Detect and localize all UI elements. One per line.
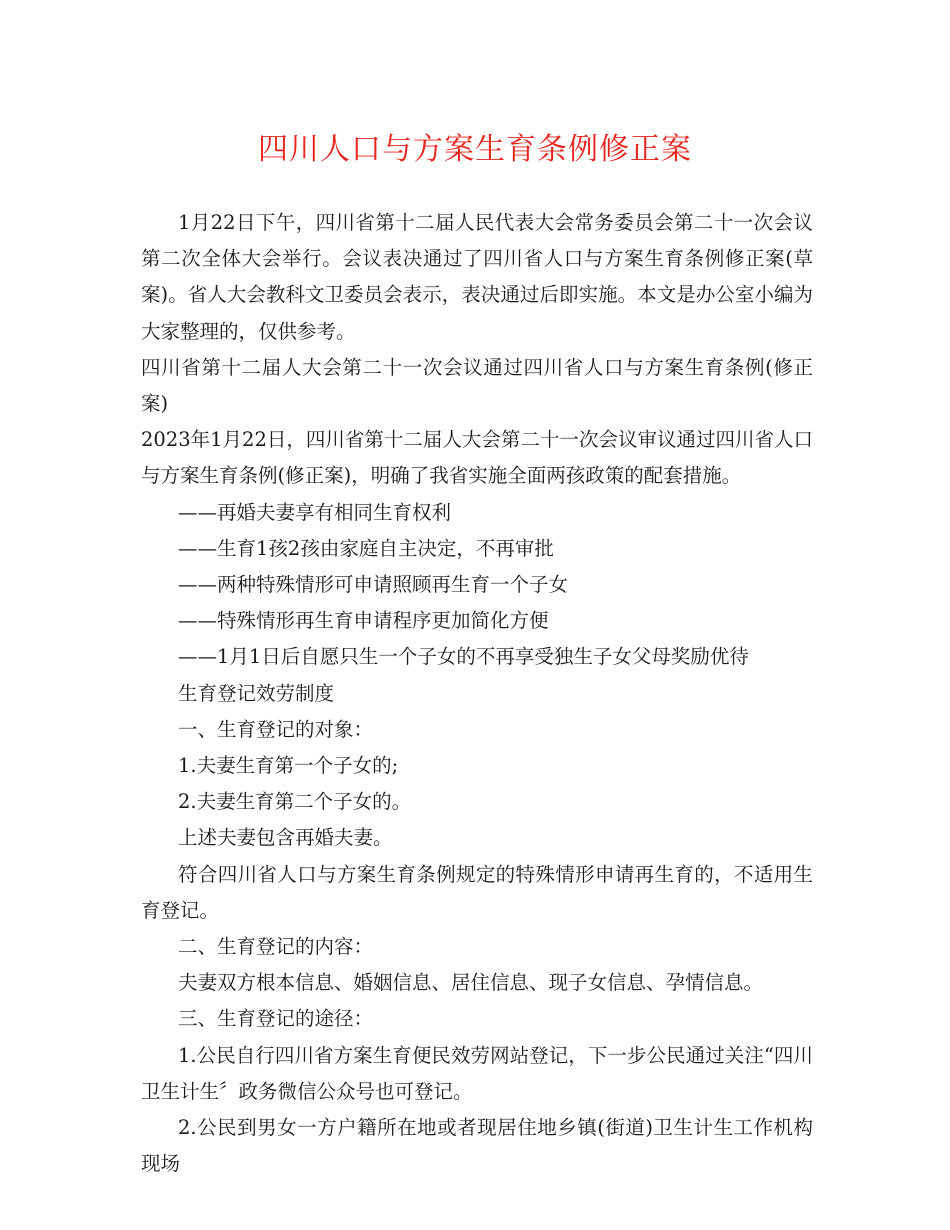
paragraph-intro: 1月22日下午，四川省第十二届人民代表大会常务委员会第二十一次会议第二次全体大会举行。会议表决通过了四川省人口与方案生育条例修正案(草案)。省人大会教科文卫委员会表示，表决通过后即实施。本文是办公室小编为大家整理的，仅供参考。 bbox=[141, 211, 813, 343]
paragraph-note-remarried: 上述夫妻包含再婚夫妻。 bbox=[178, 826, 393, 850]
bullet-special-cases: ——两种特殊情形可申请照顾再生育一个子女 bbox=[178, 573, 569, 597]
section-heading-objects: 一、生育登记的对象： bbox=[178, 717, 374, 741]
list-item: 1.公民自行四川省方案生育便民效劳网站登记，下一步公民通过关注“四川卫生计生〞政务微信公众号也可登记。 bbox=[141, 1043, 813, 1103]
paragraph-meeting-summary: 2023年1月22日，四川省第十二届人大会第二十一次会议审议通过四川省人口与方案生育条例(修正案)，明确了我省实施全面两孩政策的配套措施。 bbox=[141, 428, 813, 488]
section-heading-registration: 生育登记效劳制度 bbox=[178, 681, 335, 705]
bullet-remarried-rights: ——再婚夫妻享有相同生育权利 bbox=[178, 500, 452, 524]
paragraph-note-exclusion: 符合四川省人口与方案生育条例规定的特殊情形申请再生育的，不适用生育登记。 bbox=[141, 862, 813, 922]
list-item: 1.夫妻生育第一个子女的; bbox=[178, 754, 399, 778]
document-title: 四川人口与方案生育条例修正案 bbox=[258, 132, 692, 167]
bullet-simplified-procedure: ——特殊情形再生育申请程序更加简化方便 bbox=[178, 609, 549, 633]
list-item: 2.公民到男女一方户籍所在地或者现居住地乡镇(街道)卫生计生工作机构现场 bbox=[141, 1116, 813, 1176]
section-heading-channels: 三、生育登记的途径： bbox=[178, 1007, 374, 1031]
bullet-no-approval: ——生育1孩2孩由家庭自主决定，不再审批 bbox=[178, 536, 554, 560]
list-item: 2.夫妻生育第二个子女的。 bbox=[178, 790, 412, 814]
section-heading-content: 二、生育登记的内容： bbox=[178, 935, 374, 959]
bullet-one-child-incentive: ——1月1日后自愿只生一个子女的不再享受独生子女父母奖励优待 bbox=[178, 645, 749, 669]
paragraph-content-list: 夫妻双方根本信息、婚姻信息、居住信息、现子女信息、孕情信息。 bbox=[178, 971, 764, 995]
document-body bbox=[141, 205, 813, 1182]
paragraph-meeting-heading: 四川省第十二届人大会第二十一次会议通过四川省人口与方案生育条例(修正案) bbox=[141, 355, 813, 416]
